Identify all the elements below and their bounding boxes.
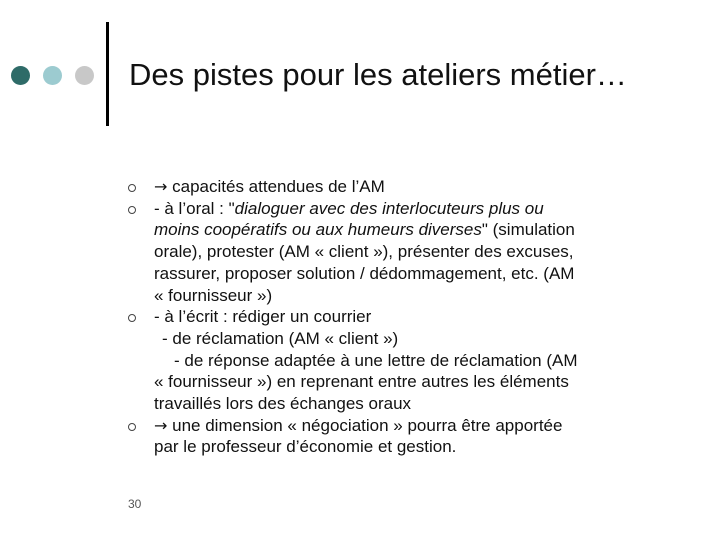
bullet-item	[128, 415, 668, 458]
arrow-right-icon: →	[154, 415, 168, 435]
bullet-line	[154, 415, 668, 437]
bullet-line: travaillés lors des échanges oraux	[154, 394, 412, 414]
bullet-item	[128, 306, 668, 415]
bullet-subline: - de réclamation (AM « client »)	[162, 328, 399, 348]
bullet-text: - à l’oral : "	[154, 198, 235, 218]
bullet-item	[128, 198, 668, 307]
decorative-dot-light-blue	[43, 66, 62, 85]
decorative-dot-gray	[75, 66, 94, 85]
bullet-line: - à l’écrit : rédiger un courrier	[154, 307, 372, 327]
bullet-line: rassurer, proposer solution / dédommagement, etc. (AM	[154, 263, 575, 283]
bullet-line: orale), protester (AM « client »), présenter des excuses,	[154, 242, 574, 262]
bullet-line	[154, 219, 668, 241]
slide-title: Des pistes pour les ateliers métier…	[129, 57, 627, 92]
bullet-marker-icon	[128, 184, 136, 192]
bullet-text: une dimension « négociation » pourra être apportée	[167, 415, 563, 435]
bullet-line	[154, 198, 668, 220]
bullet-item	[128, 176, 668, 198]
bullet-line: « fournisseur ») en reprenant entre autres les éléments	[154, 372, 569, 392]
bullet-italic-text: dialoguer avec des interlocuteurs plus ou	[234, 198, 544, 218]
bullet-marker-icon	[128, 423, 136, 431]
bullet-subline: - de réponse adaptée à une lettre de réclamation (AM	[174, 350, 578, 370]
bullet-line	[154, 176, 668, 198]
bullet-text: capacités attendues de l’AM	[167, 177, 385, 196]
bullet-italic-text: moins coopératifs ou aux humeurs diverses	[154, 220, 482, 240]
title-divider-line	[106, 22, 109, 126]
bullet-text: " (simulation	[481, 220, 575, 240]
arrow-right-icon: →	[154, 177, 168, 196]
bullet-marker-icon	[128, 206, 136, 214]
bullet-line: « fournisseur »)	[154, 285, 273, 305]
decorative-dot-dark	[11, 66, 30, 85]
slide-number: 30	[128, 497, 142, 511]
bullet-list	[128, 176, 668, 458]
bullet-marker-icon	[128, 314, 136, 322]
bullet-line: par le professeur d’économie et gestion.	[154, 437, 457, 457]
